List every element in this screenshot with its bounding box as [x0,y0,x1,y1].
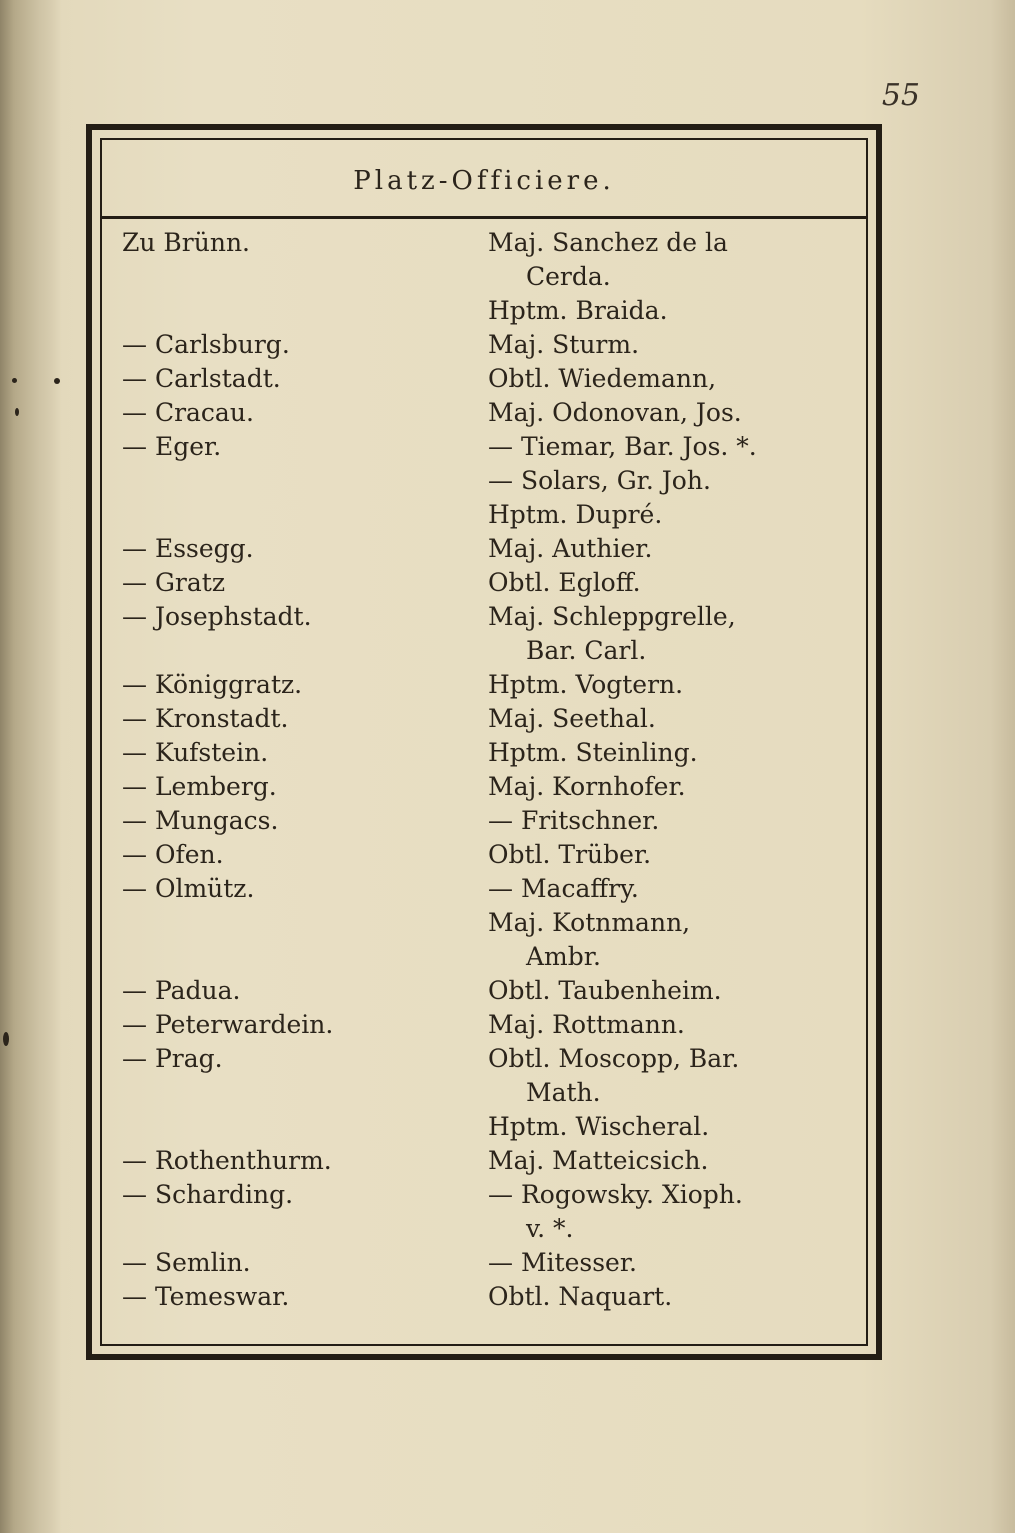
officer-cell [488,600,866,668]
officer-line: Maj. Matteicsich. [488,1146,709,1175]
place-name: — Cracau. [122,398,254,427]
officer-cell [488,1008,866,1042]
place-name: — Kronstadt. [122,704,289,733]
officer-line: Obtl. Wiedemann, [488,364,717,393]
officer-line: — Solars, Gr. Joh. [488,466,711,495]
officer-line: Obtl. Naquart. [488,1282,673,1311]
place-name: — Kufstein. [122,738,269,767]
officer-cell [488,1042,866,1144]
speck [12,378,17,383]
officer-cell [488,430,866,532]
speck [15,408,19,416]
officer-line: Obtl. Moscopp, Bar. [488,1044,740,1073]
officer-line: v. *. [526,1214,574,1243]
officer-line: Obtl. Egloff. [488,568,641,597]
heading-rule [102,216,866,219]
table-row [102,1246,866,1280]
table-row [102,430,866,532]
officer-cell [488,328,866,362]
officer-cell [488,838,866,872]
officer-list [102,226,866,1314]
place-name: — Scharding. [122,1180,294,1209]
officer-line: — Macaffry. [488,874,639,903]
officer-line: Hptm. Braida. [488,296,668,325]
place-name: — Eger. [122,432,222,461]
speck [54,378,60,384]
officer-cell [488,566,866,600]
officer-line: Maj. Odonovan, Jos. [488,398,742,427]
table-row [102,974,866,1008]
table-row [102,226,866,328]
officer-cell [488,668,866,702]
table-row [102,396,866,430]
place-name: — Gratz [122,568,225,597]
table-row [102,702,866,736]
officer-line: Maj. Authier. [488,534,653,563]
officer-cell [488,1178,866,1246]
officer-line: Math. [526,1078,601,1107]
table-row [102,872,866,974]
table-row [102,804,866,838]
table-frame-inner [100,138,868,1346]
table-row [102,532,866,566]
place-name: — Temeswar. [122,1282,290,1311]
officer-line: — Tiemar, Bar. Jos. *. [488,432,757,461]
speck [3,1032,9,1046]
table-row [102,770,866,804]
officer-cell [488,804,866,838]
place-name: — Ofen. [122,840,224,869]
table-row [102,566,866,600]
place-name: — Rothenthurm. [122,1146,332,1175]
officer-line: — Fritschner. [488,806,660,835]
officer-cell [488,974,866,1008]
place-name: — Königgratz. [122,670,303,699]
officer-cell [488,736,866,770]
place-name: — Carlstadt. [122,364,281,393]
table-row [102,1008,866,1042]
officer-cell [488,1280,866,1314]
officer-line: Maj. Kornhofer. [488,772,686,801]
officer-line: Maj. Sturm. [488,330,640,359]
officer-cell [488,532,866,566]
officer-line: — Mitesser. [488,1248,637,1277]
table-row [102,1280,866,1314]
place-name: — Carlsburg. [122,330,290,359]
table-row [102,600,866,668]
officer-cell [488,770,866,804]
officer-line: Ambr. [526,942,601,971]
officer-line: Hptm. Dupré. [488,500,663,529]
place-name: — Prag. [122,1044,223,1073]
officer-line: Maj. Rottmann. [488,1010,685,1039]
place-name: — Peterwardein. [122,1010,334,1039]
officer-line: Hptm. Wischeral. [488,1112,710,1141]
officer-cell [488,702,866,736]
table-row [102,1178,866,1246]
officer-cell [488,396,866,430]
page-gutter [0,0,62,1533]
officer-line: Bar. Carl. [526,636,647,665]
section-heading: Platz-Officiere. [353,166,615,196]
officer-line: Maj. Kotnmann, [488,908,691,937]
table-row [102,668,866,702]
place-name: — Josephstadt. [122,602,312,631]
officer-cell [488,872,866,974]
officer-line: — Rogowsky. Xioph. [488,1180,743,1209]
table-row [102,362,866,396]
table-row [102,1042,866,1144]
officer-line: Maj. Sanchez de la [488,228,728,257]
place-name: — Lemberg. [122,772,277,801]
officer-cell [488,362,866,396]
place-name: — Semlin. [122,1248,251,1277]
officer-line: Maj. Seethal. [488,704,656,733]
table-row [102,736,866,770]
table-row [102,1144,866,1178]
place-name: — Olmütz. [122,874,255,903]
officer-cell [488,1144,866,1178]
officer-line: Obtl. Taubenheim. [488,976,722,1005]
page-number: 55 [881,78,920,113]
officer-line: Hptm. Steinling. [488,738,698,767]
officer-cell [488,226,866,328]
officer-line: Hptm. Vogtern. [488,670,684,699]
officer-line: Maj. Schleppgrelle, [488,602,736,631]
place-name: — Essegg. [122,534,254,563]
table-row [102,838,866,872]
place-name: — Padua. [122,976,241,1005]
place-name: Zu Brünn. [122,228,250,257]
table-row [102,328,866,362]
place-name: — Mungacs. [122,806,279,835]
officer-cell [488,1246,866,1280]
table-frame [86,124,882,1360]
officer-line: Cerda. [526,262,611,291]
officer-line: Obtl. Trüber. [488,840,652,869]
